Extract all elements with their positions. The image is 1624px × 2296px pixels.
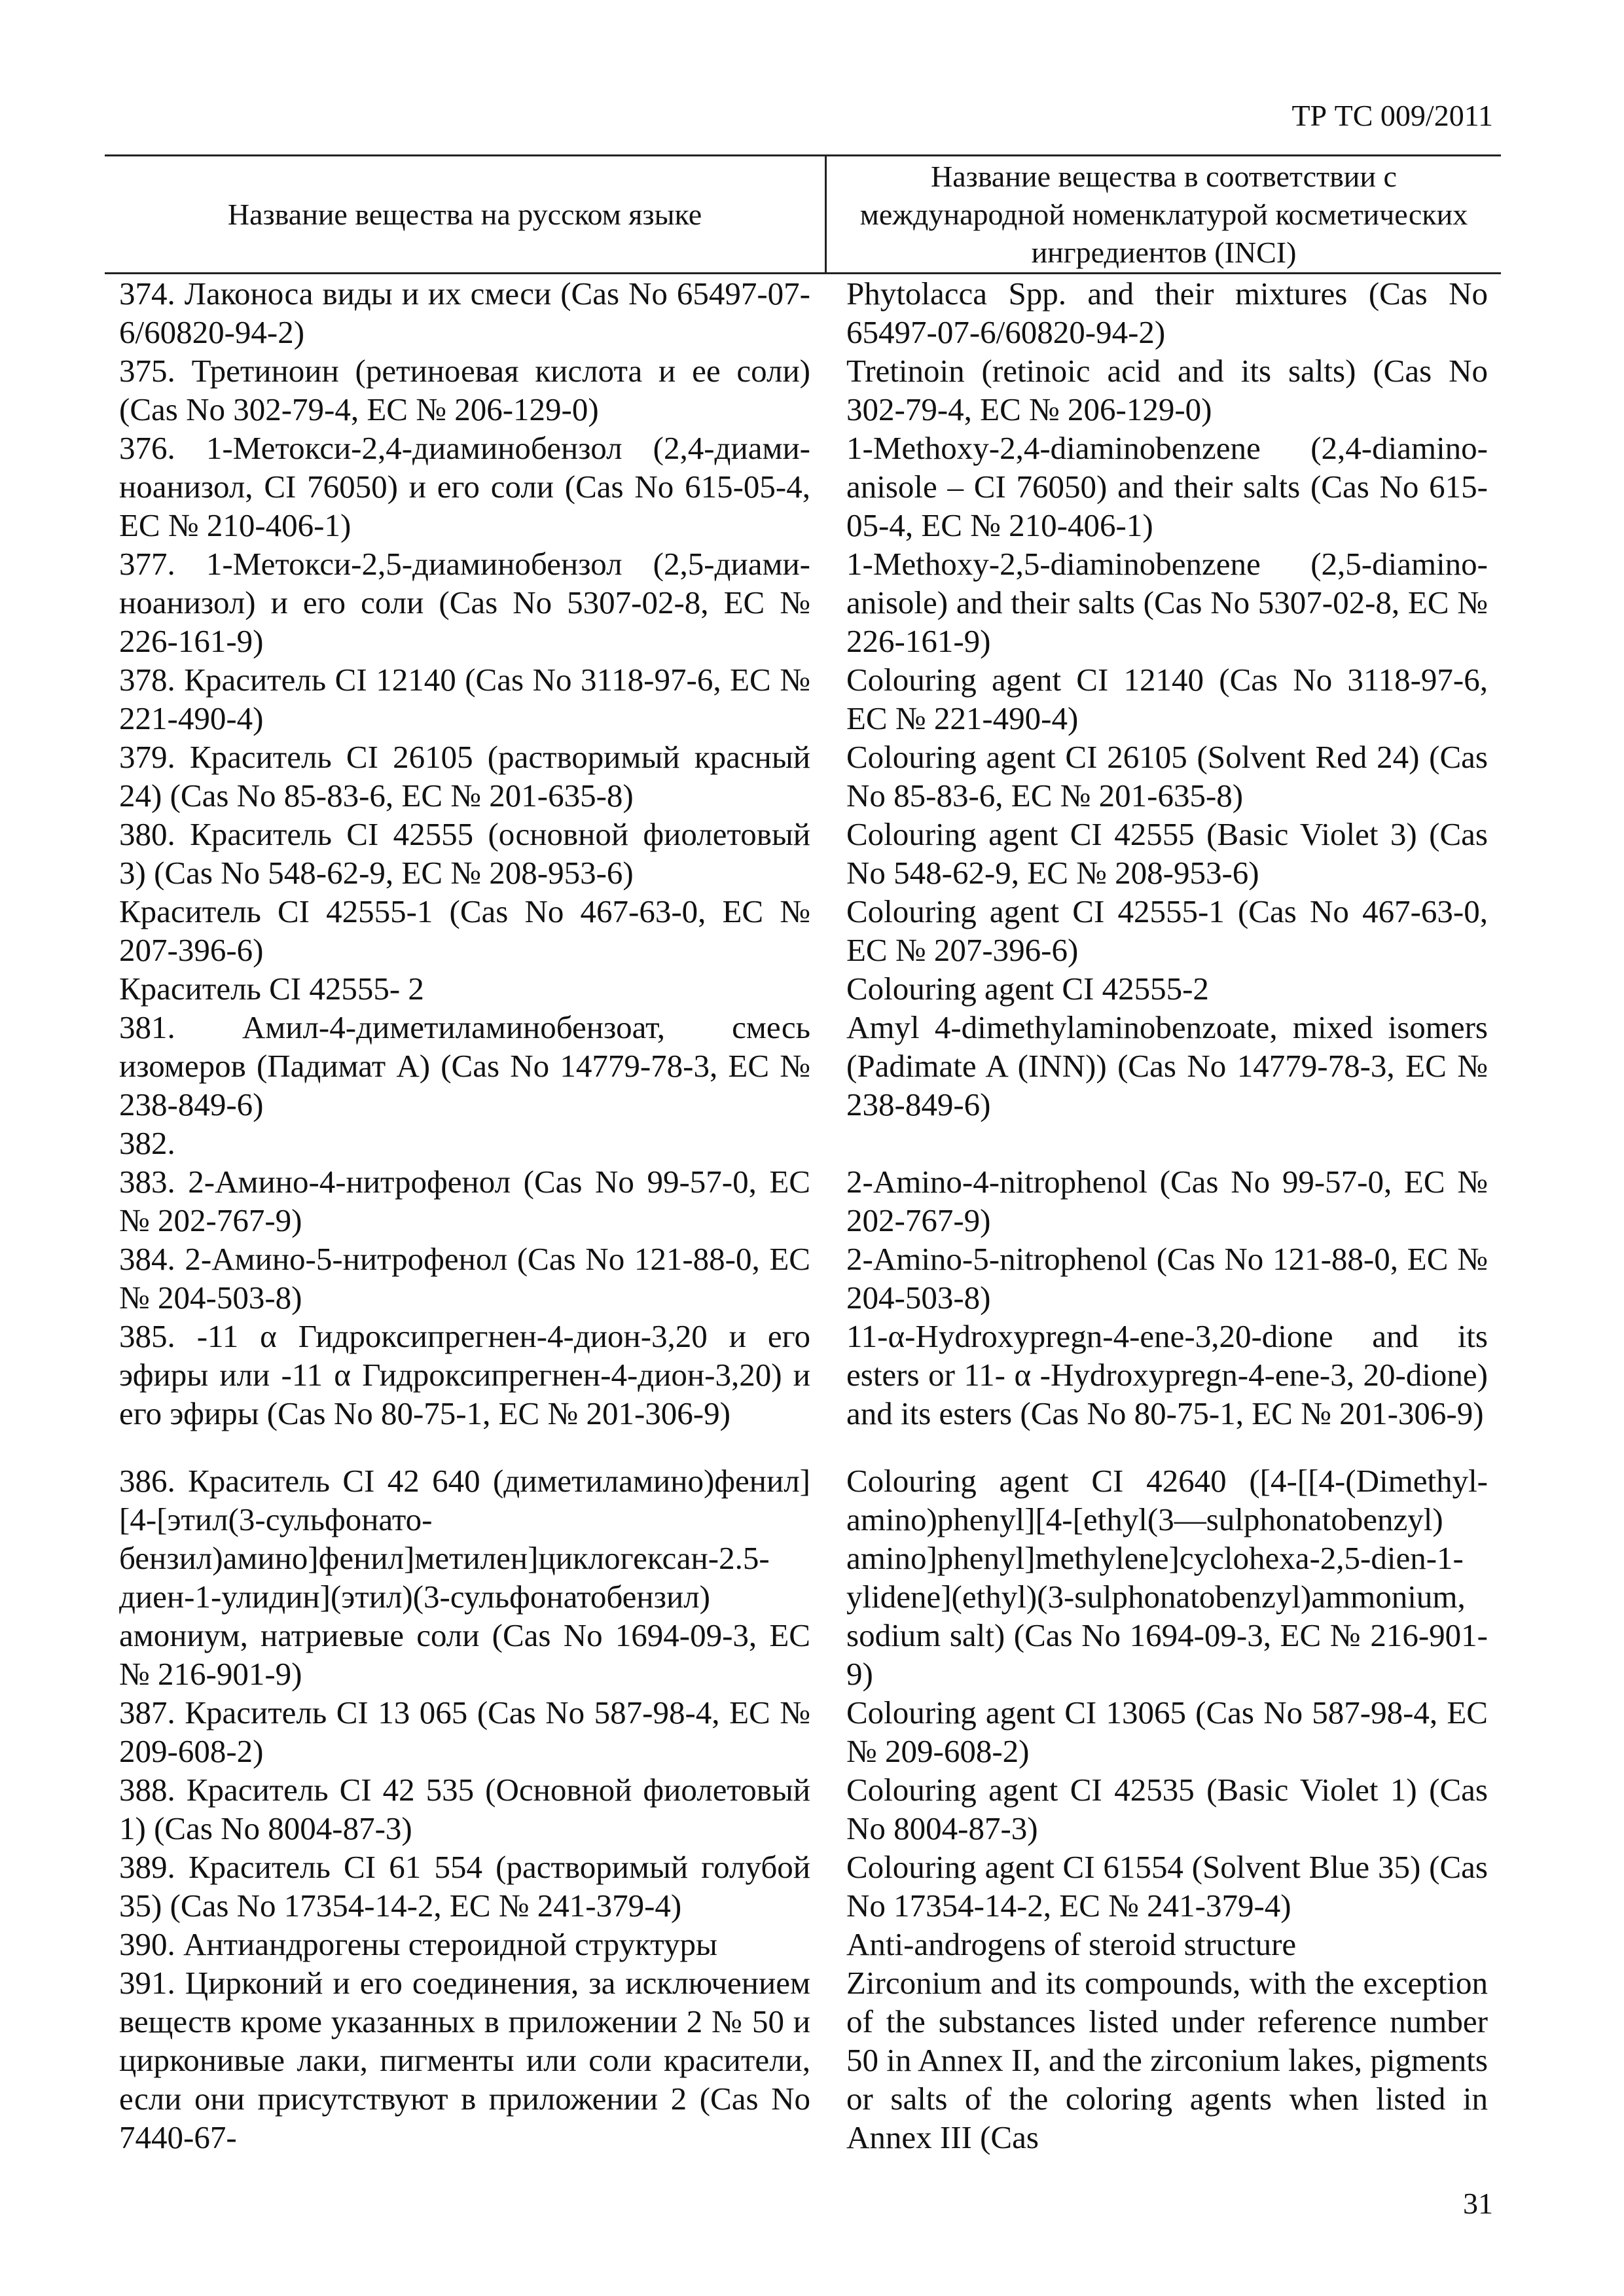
table-row [105, 274, 1501, 351]
table-row [105, 545, 1501, 660]
table-row [105, 1964, 1501, 2157]
russian-name: 379. Краситель CI 26105 (растворимый красный 24) (Cas No 85-83-6, EC № 201-635-8) [119, 739, 810, 814]
russian-name: 376. 1-Метокси-2,4-диаминобензол (2,4-диами-ноанизол, CI 76050) и его соли (Cas No 615-05-4, EC № 210-406-1) [119, 430, 810, 543]
table-row [105, 969, 1501, 1008]
russian-name: Краситель CI 42555- 2 [119, 971, 424, 1007]
table-header [105, 154, 1501, 274]
inci-name: Colouring agent CI 42535 (Basic Violet 1) (Cas No 8004-87-3) [846, 1772, 1488, 1846]
inci-name: Colouring agent CI 61554 (Solvent Blue 35) (Cas No 17354-14-2, EC № 241-379-4) [846, 1849, 1488, 1924]
russian-name: 383. 2-Амино-4-нитрофенол (Cas No 99-57-0, EC № 202-767-9) [119, 1164, 810, 1238]
inci-name: Anti-androgens of steroid structure [846, 1926, 1297, 1962]
russian-name: 386. Краситель CI 42 640 (диметиламино)фенил][4-[этил(3-сульфонато-бензил)амино]фенил]метилен]циклогексан-2.5-диен-1-улидин](этил)(3-сульфонатобензил) амониум, натриевые соли (Cas No 1694-09-3, EC № 216-901-9) [119, 1463, 810, 1692]
page-number: 31 [1463, 2187, 1493, 2220]
table-body [105, 274, 1501, 2157]
inci-name: Amyl 4-dimethylaminobenzoate, mixed isomers (Padimate A (INN)) (Cas No 14779-78-3, EC № 238-849-6) [846, 1009, 1488, 1122]
russian-name: 387. Краситель CI 13 065 (Cas No 587-98-4, EC № 209-608-2) [119, 1695, 810, 1769]
document-code: ТР ТС 009/2011 [1291, 99, 1493, 132]
inci-name: Colouring agent CI 26105 (Solvent Red 24) (Cas No 85-83-6, EC № 201-635-8) [846, 739, 1488, 814]
russian-name: 380. Краситель CI 42555 (основной фиолетовый 3) (Cas No 548-62-9, EC № 208-953-6) [119, 816, 810, 891]
russian-name: 375. Третиноин (ретиноевая кислота и ее соли) (Cas No 302-79-4, EC № 206-129-0) [119, 353, 810, 427]
table-row [105, 1462, 1501, 1693]
russian-name: 382. [119, 1125, 175, 1161]
russian-name: 384. 2-Амино-5-нитрофенол (Cas No 121-88-0, EC № 204-503-8) [119, 1241, 810, 1316]
russian-name: 377. 1-Метокси-2,5-диаминобензол (2,5-диами-ноанизол) и его соли (Cas No 5307-02-8, EC № 226-161-9) [119, 546, 810, 659]
table-row [105, 1240, 1501, 1317]
russian-name: 391. Цирконий и его соединения, за исключением веществ кроме указанных в приложении 2 № 50 и цирконивые лаки, пигменты или соли красители, если они присутствуют в приложении 2 (Cas No 7440-67- [119, 1965, 810, 2155]
row-spacer [105, 1433, 1501, 1462]
table-row [105, 1770, 1501, 1848]
inci-name: Colouring agent CI 42555 (Basic Violet 3) (Cas No 548-62-9, EC № 208-953-6) [846, 816, 1488, 891]
table-row [105, 1162, 1501, 1240]
russian-name: Краситель CI 42555-1 (Cas No 467-63-0, EC № 207-396-6) [119, 893, 810, 968]
header-inci-name: Название вещества в соответствии с международной номенклатурой косметических ингредиентов (INCI) [859, 160, 1468, 269]
russian-name: 385. -11 α Гидроксипрегнен-4-дион-3,20 и его эфиры или -11 α Гидроксипрегнен-4-дион-3,20) и его эфиры (Cas No 80-75-1, EC № 201-306-9) [119, 1318, 810, 1431]
table-row [105, 351, 1501, 429]
inci-name: Colouring agent CI 12140 (Cas No 3118-97-6, EC № 221-490-4) [846, 662, 1488, 736]
table-row [105, 429, 1501, 545]
table-row [105, 1008, 1501, 1124]
russian-name: 388. Краситель CI 42 535 (Основной фиолетовый 1) (Cas No 8004-87-3) [119, 1772, 810, 1846]
table-row [105, 1317, 1501, 1433]
substances-table [105, 154, 1501, 2157]
russian-name: 389. Краситель CI 61 554 (растворимый голубой 35) (Cas No 17354-14-2, EC № 241-379-4) [119, 1849, 810, 1924]
header-russian-name: Название вещества на русском языке [105, 156, 827, 272]
russian-name: 378. Краситель CI 12140 (Cas No 3118-97-6, EC № 221-490-4) [119, 662, 810, 736]
inci-name: 11-α-Hydroxypregn-4-ene-3,20-dione and its esters or 11- α -Hydroxypregn-4-ene-3, 20-dione) and its esters (Cas No 80-75-1, EC № 201-306-9) [846, 1318, 1488, 1431]
russian-name: 390. Антиандрогены стероидной структуры [119, 1926, 717, 1962]
inci-name: Tretinoin (retinoic acid and its salts) (Cas No 302-79-4, EC № 206-129-0) [846, 353, 1488, 427]
inci-name: Colouring agent CI 42555-2 [846, 971, 1209, 1007]
inci-name: Colouring agent CI 13065 (Cas No 587-98-4, EC № 209-608-2) [846, 1695, 1488, 1769]
table-row [105, 660, 1501, 738]
inci-name [825, 1124, 1501, 1162]
russian-name: 374. Лаконоса виды и их смеси (Cas No 65497-07-6/60820-94-2) [119, 276, 810, 350]
table-row [105, 1925, 1501, 1964]
table-row [105, 892, 1501, 969]
table-row [105, 1124, 1501, 1162]
table-row [105, 815, 1501, 892]
table-row [105, 738, 1501, 815]
inci-name: Colouring agent CI 42640 ([4-[[4-(Dimethyl-amino)phenyl][4-[ethyl(3—sulphonatobenzyl) amino]phenyl]methylene]cyclohexa-2,5-dien-1-ylidene](ethyl)(3-sulphonatobenzyl)ammonium, sodium salt) (Cas No 1694-09-3, EC № 216-901-9) [846, 1463, 1488, 1692]
inci-name: 1-Methoxy-2,4-diaminobenzene (2,4-diamino-anisole – CI 76050) and their salts (Cas No 615-05-4, EC № 210-406-1) [846, 430, 1488, 543]
inci-name: 1-Methoxy-2,5-diaminobenzene (2,5-diamino-anisole) and their salts (Cas No 5307-02-8, EC № 226-161-9) [846, 546, 1488, 659]
inci-name: 2-Amino-5-nitrophenol (Cas No 121-88-0, EC № 204-503-8) [846, 1241, 1488, 1316]
table-row [105, 1848, 1501, 1925]
inci-name: Zirconium and its compounds, with the exception of the substances listed under reference number 50 in Annex II, and the zirconium lakes, pigments or salts of the coloring agents when listed in Annex III (Cas [846, 1965, 1488, 2155]
inci-name: 2-Amino-4-nitrophenol (Cas No 99-57-0, EC № 202-767-9) [846, 1164, 1488, 1238]
russian-name: 381. Амил-4-диметиламинобензоат, смесь изомеров (Падимат А) (Cas No 14779-78-3, EC № 238-849-6) [119, 1009, 810, 1122]
inci-name: Phytolacca Spp. and their mixtures (Cas No 65497-07-6/60820-94-2) [846, 276, 1488, 350]
table-row [105, 1693, 1501, 1770]
inci-name: Colouring agent CI 42555-1 (Cas No 467-63-0, EC № 207-396-6) [846, 893, 1488, 968]
